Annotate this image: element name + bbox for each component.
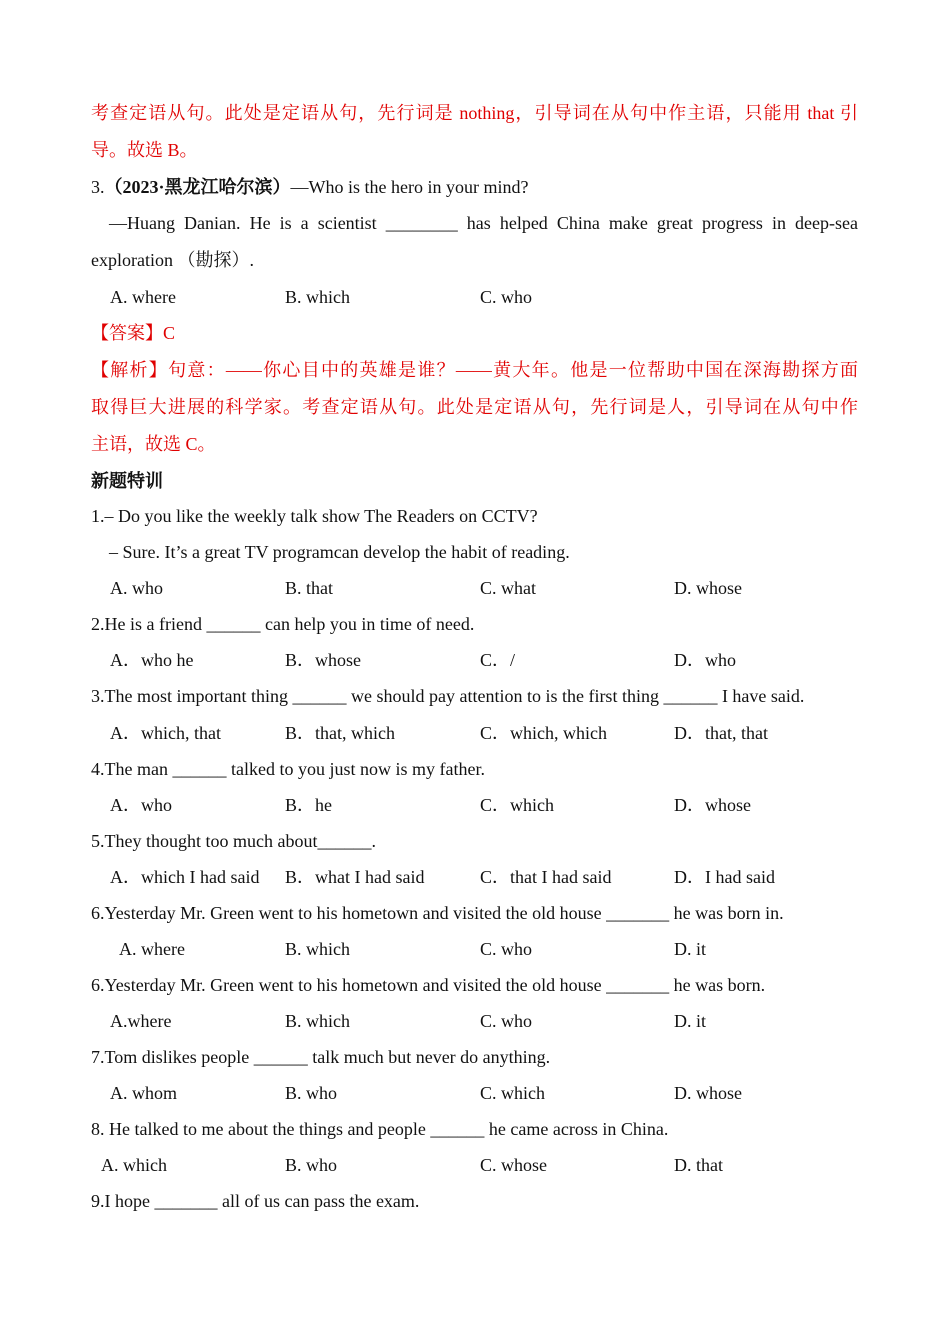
option-b: B. that — [285, 578, 333, 598]
option-b: B. who — [285, 1083, 338, 1103]
option-c: C. what — [480, 578, 536, 598]
analysis-line-1: 考查定语从句。此处是定语从句，先行词是 nothing，引导词在从句中作主语，只能用 that 引 — [91, 103, 858, 123]
option-d: D. whose — [674, 1083, 742, 1103]
option-c: C. whose — [480, 1155, 547, 1175]
analysis-q3-line-2: 取得巨大进展的科学家。考查定语从句。此处是定语从句，先行词是人，引导词在从句中作 — [91, 397, 858, 417]
option-c: C．/ — [480, 650, 516, 670]
option-a: A. who — [110, 578, 163, 598]
option-c: C．which — [480, 795, 554, 815]
option-d: D. whose — [674, 578, 742, 598]
option-b: B．he — [285, 795, 332, 815]
option-c: C. who — [480, 1011, 533, 1031]
question-7: 7.Tom dislikes people ______ talk much but never do anything. — [91, 1047, 551, 1067]
question-3 — [91, 176, 528, 198]
option-c: C. which — [480, 1083, 545, 1103]
option-c: C. who — [480, 939, 533, 959]
option-b: B. who — [285, 1155, 338, 1175]
analysis-q3-line-3: 主语，故选 C。 — [91, 434, 216, 454]
option-b: B. which — [285, 939, 350, 959]
analysis-line-2: 导。故选 B。 — [91, 140, 198, 160]
option-d: D. it — [674, 939, 707, 959]
answer: 【答案】C — [91, 323, 176, 343]
question-5: 5.They thought too much about______. — [91, 831, 376, 851]
option-a: A．which, that — [110, 723, 221, 743]
option-d: D．that, that — [674, 723, 768, 743]
option-c: C．that I had said — [480, 867, 612, 887]
option-d: D．I had said — [674, 867, 775, 887]
question-3b: 3.The most important thing ______ we should pay attention to is the first thing ______ I have said. — [91, 686, 805, 706]
question-3-line-2: —Huang Danian. He is a scientist ________ has helped China make great progress in deep-sea — [109, 213, 858, 233]
question-source: （2023·黑龙江哈尔滨） — [104, 177, 291, 197]
option-a: A. where — [110, 287, 176, 307]
option-c: C. who — [480, 287, 533, 307]
question-6b: 6.Yesterday Mr. Green went to his hometown and visited the old house _______ he was born. — [91, 975, 766, 995]
question-stem: —Who is the hero in your mind? — [290, 177, 529, 197]
question-8: 8. He talked to me about the things and people ______ he came across in China. — [91, 1119, 669, 1139]
section-title: 新题特训 — [91, 471, 163, 491]
question-3-line-3: exploration （勘探）. — [91, 250, 254, 270]
question-number: 3. — [91, 177, 105, 197]
option-b: B．what I had said — [285, 867, 425, 887]
analysis-q3-line-1: 【解析】句意：——你心目中的英雄是谁？——黄大年。他是一位帮助中国在深海勘探方面 — [91, 360, 858, 380]
option-a: A. which — [101, 1155, 167, 1175]
option-a: A.where — [110, 1011, 172, 1031]
option-a: A．who he — [110, 650, 194, 670]
question-9: 9.I hope _______ all of us can pass the exam. — [91, 1191, 420, 1211]
question-6: 6.Yesterday Mr. Green went to his hometown and visited the old house _______ he was born in. — [91, 903, 784, 923]
option-d: D. it — [674, 1011, 707, 1031]
option-b: B．whose — [285, 650, 361, 670]
option-d: D．who — [674, 650, 736, 670]
option-d: D. that — [674, 1155, 723, 1175]
question-1-line-1: 1.– Do you like the weekly talk show The Readers on CCTV? — [91, 506, 538, 526]
option-a: A. where — [119, 939, 185, 959]
option-b: B．that, which — [285, 723, 395, 743]
option-a: A．which I had said — [110, 867, 260, 887]
question-1-line-2: – Sure. It’s a great TV programcan develop the habit of reading. — [109, 542, 570, 562]
option-b: B. which — [285, 287, 350, 307]
question-4: 4.The man ______ talked to you just now is my father. — [91, 759, 485, 779]
option-d: D．whose — [674, 795, 751, 815]
option-c: C．which, which — [480, 723, 607, 743]
option-a: A. whom — [110, 1083, 177, 1103]
question-2: 2.He is a friend ______ can help you in time of need. — [91, 614, 475, 634]
option-b: B. which — [285, 1011, 350, 1031]
option-a: A．who — [110, 795, 172, 815]
